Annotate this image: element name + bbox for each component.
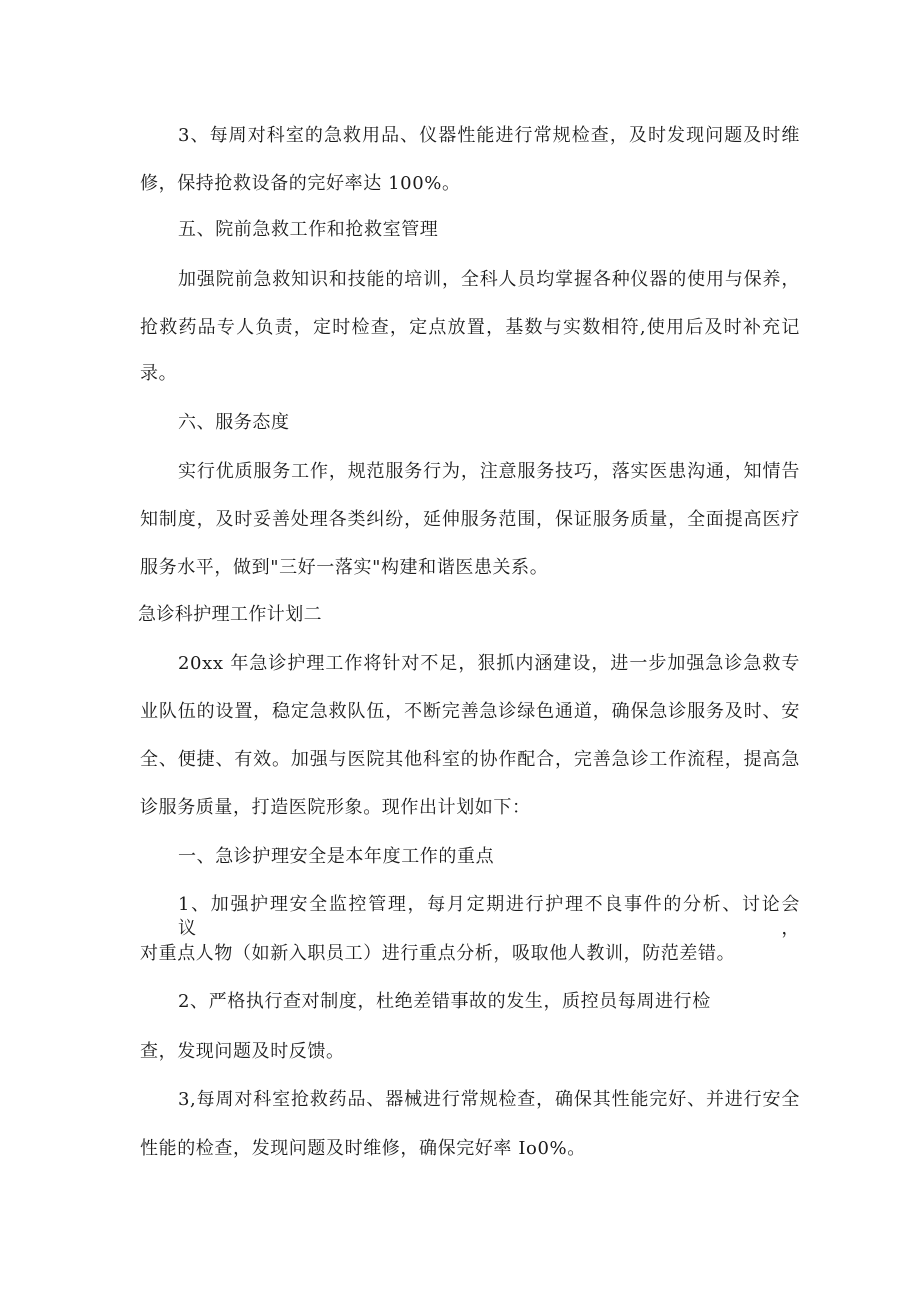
text-line: 3、每周对科室的急救用品、仪器性能进行常规检查，及时发现问题及时维 [178, 125, 800, 146]
text-line: 性能的检查，发现问题及时维修，确保完好率 Io0%。 [140, 1138, 586, 1159]
document-heading: 急诊科护理工作计划二 [138, 604, 322, 625]
text-line: 2、严格执行查对制度，杜绝差错事故的发生，质控员每周进行检 [178, 991, 711, 1012]
text-line: 对重点人物（如新入职员工）进行重点分析，吸取他人教训，防范差错。 [140, 943, 736, 964]
section-title: 五、院前急救工作和抢救室管理 [178, 219, 439, 240]
text-line: 20xx 年急诊护理工作将针对不足，狠抓内涵建设，进一步加强急诊急救专 [178, 653, 800, 674]
section-title: 六、服务态度 [178, 412, 290, 433]
text-line: 加强院前急救知识和技能的培训，全科人员均掌握各种仪器的使用与保养， [178, 269, 800, 290]
text-line: 3,每周对科室抢救药品、器械进行常规检查，确保其性能完好、并进行安全 [178, 1089, 800, 1110]
text-line: 抢救药品专人负责，定时检查，定点放置，基数与实数相符,使用后及时补充记 [140, 317, 800, 338]
text-line: 全、便捷、有效。加强与医院其他科室的协作配合，完善急诊工作流程，提高急 [140, 749, 800, 770]
text-line: 实行优质服务工作，规范服务行为，注意服务技巧，落实医患沟通，知情告 [178, 461, 800, 482]
text-line: 服务水平，做到"三好一落实"构建和谐医患关系。 [140, 557, 549, 578]
text-line: 1、加强护理安全监控管理，每月定期进行护理不良事件的分析、讨论会议， [178, 894, 800, 939]
text-line: 业队伍的设置，稳定急救队伍，不断完善急诊绿色通道，确保急诊服务及时、安 [140, 701, 800, 722]
text-line: 修，保持抢救设备的完好率达 100%。 [140, 173, 461, 194]
text-line: 查，发现问题及时反馈。 [140, 1041, 345, 1062]
text-line: 诊服务质量，打造医院形象。现作出计划如下： [140, 797, 531, 818]
text-line: 录。 [140, 363, 178, 384]
section-title: 一、急诊护理安全是本年度工作的重点 [178, 846, 495, 867]
text-line: 知制度，及时妥善处理各类纠纷，延伸服务范围，保证服务质量，全面提高医疗 [140, 509, 800, 530]
